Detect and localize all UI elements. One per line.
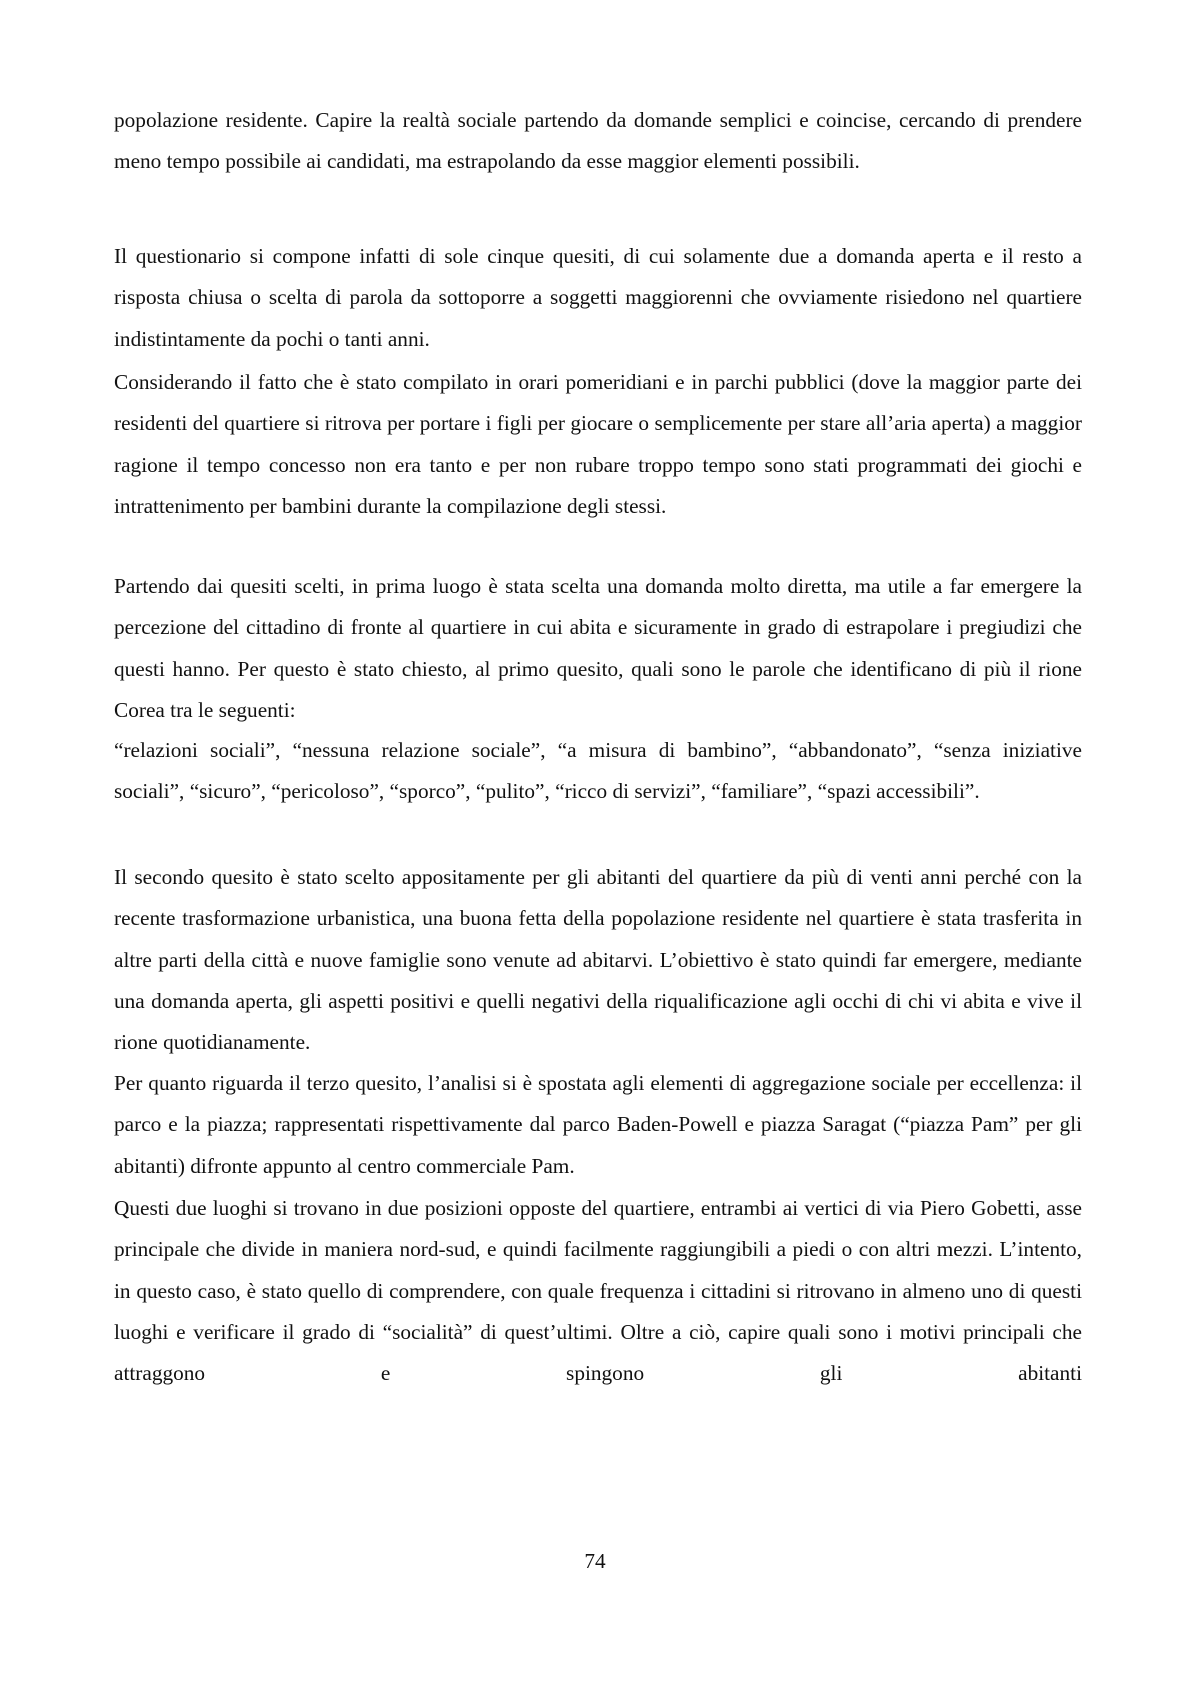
paragraph-questionnaire-structure: Il questionario si compone infatti di sole cinque quesiti, di cui solamente due a domanda aperta e il resto a risposta chiusa o scelta di parola da sottoporre a soggetti maggiorenni che ovviamente risiedono nel quartiere indistintamente da pochi o tanti anni. (114, 244, 1082, 351)
paragraph-third-question: Per quanto riguarda il terzo quesito, l’analisi si è spostata agli elementi di aggregazione sociale per eccellenza: il parco e la piazza; rappresentati rispettivamente dal parco Baden-Powell e piazza Saragat (“piazza Pam” per gli abitanti) difronte appunto al centro commerciale Pam. (114, 1071, 1082, 1178)
paragraph-word-options: “relazioni sociali”, “nessuna relazione sociale”, “a misura di bambino”, “abbandonato”, “senza iniziative sociali”, “sicuro”, “pericoloso”, “sporco”, “pulito”, “ricco di servizi”, “familiare”, “spazi accessibili”. (114, 738, 1082, 804)
paragraph-first-question: Partendo dai quesiti scelti, in prima luogo è stata scelta una domanda molto diretta, ma utile a far emergere la percezione del cittadino di fronte al quartiere in cui abita e sicuramente in grado di estrapolare i pregiudizi che questi hanno. Per questo è stato chiesto, al primo quesito, quali sono le parole che identificano di più il rione Corea tra le seguenti: (114, 574, 1082, 722)
page-number: 74 (584, 1549, 606, 1573)
paragraph-compilation-context: Considerando il fatto che è stato compilato in orari pomeridiani e in parchi pubblici (dove la maggior parte dei residenti del quartiere si ritrova per portare i figli per giocare o semplicemente per stare all’aria aperta) a maggior ragione il tempo concesso non era tanto e per non rubare troppo tempo sono stati programmati dei giochi e intrattenimento per bambini durante la compilazione degli stessi. (114, 370, 1082, 518)
paragraph-second-question: Il secondo quesito è stato scelto appositamente per gli abitanti del quartiere da più di venti anni perché con la recente trasformazione urbanistica, una buona fetta della popolazione residente nel quartiere è stata trasferita in altre parti della città e nuove famiglie sono venute ad abitarvi. L’obiettivo è stato quindi far emergere, mediante una domanda aperta, gli aspetti positivi e quelli negativi della riqualificazione agli occhi di chi vi abita e vive il rione quotidianamente. (114, 865, 1082, 1055)
paragraph-continuation: popolazione residente. Capire la realtà sociale partendo da domande semplici e coincise, cercando di prendere meno tempo possibile ai candidati, ma estrapolando da esse maggior elementi possibili. (114, 108, 1082, 174)
paragraph-places-description: Questi due luoghi si trovano in due posizioni opposte del quartiere, entrambi ai vertici di via Piero Gobetti, asse principale che divide in maniera nord-sud, e quindi facilmente raggiungibili a piedi o con altri mezzi. L’intento, in questo caso, è stato quello di comprendere, con quale frequenza i cittadini si ritrovano in almeno uno di questi luoghi e verificare il grado di “socialità” di quest’ultimi. Oltre a ciò, capire quali sono i motivi principali che attraggono e spingono gli abitanti (114, 1196, 1082, 1386)
